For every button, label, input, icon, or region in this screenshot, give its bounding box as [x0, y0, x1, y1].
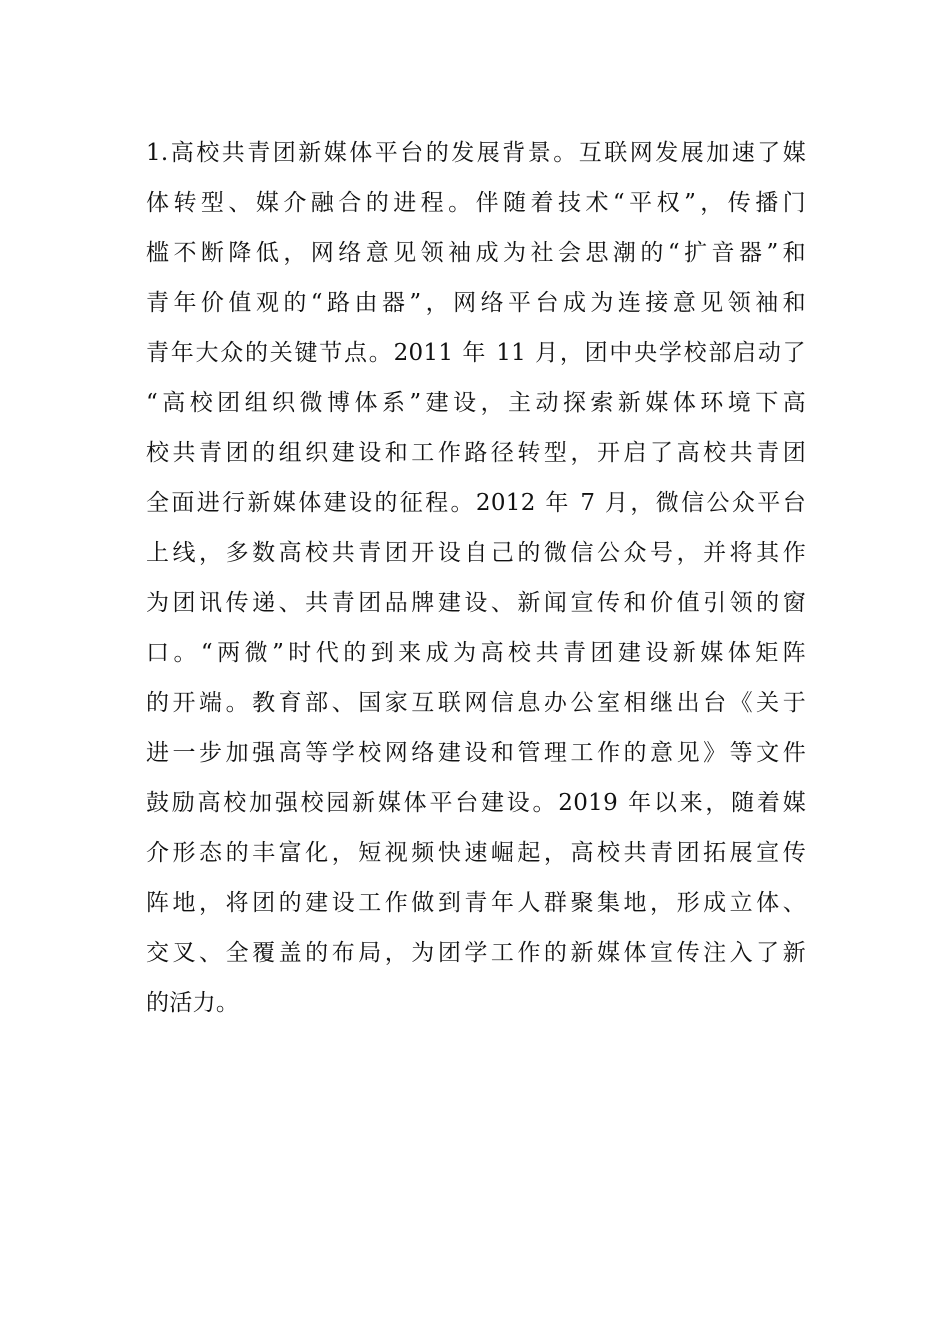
paragraph-line-9: 上线，多数高校共青团开设自己的微信公众号，并将其作 — [146, 540, 806, 566]
paragraph-line-2: 体转型、媒介融合的进程。伴随着技术“平权”，传播门 — [146, 190, 806, 216]
paragraph-line-14: 鼓励高校加强校园新媒体平台建设。2019 年以来，随着媒 — [146, 790, 806, 816]
paragraph-line-6: “高校团组织微博体系”建设，主动探索新媒体环境下高 — [146, 390, 806, 416]
paragraph-line-18: 的活力。 — [146, 990, 240, 1016]
paragraph-line-8: 全面进行新媒体建设的征程。2012 年 7 月，微信公众平台 — [146, 490, 806, 516]
paragraph-line-4: 青年价值观的“路由器”，网络平台成为连接意见领袖和 — [146, 290, 806, 316]
paragraph-line-13: 进一步加强高等学校网络建设和管理工作的意见》等文件 — [146, 740, 806, 766]
body-paragraph — [146, 128, 806, 1028]
paragraph-line-12: 的开端。教育部、国家互联网信息办公室相继出台《关于 — [146, 690, 806, 716]
paragraph-line-16: 阵地，将团的建设工作做到青年人群聚集地，形成立体、 — [146, 890, 806, 916]
paragraph-line-15: 介形态的丰富化，短视频快速崛起，高校共青团拓展宣传 — [146, 840, 806, 866]
paragraph-line-10: 为团讯传递、共青团品牌建设、新闻宣传和价值引领的窗 — [146, 590, 806, 616]
paragraph-line-17: 交叉、全覆盖的布局，为团学工作的新媒体宣传注入了新 — [146, 940, 806, 966]
paragraph-line-7: 校共青团的组织建设和工作路径转型，开启了高校共青团 — [146, 440, 806, 466]
paragraph-line-3: 槛不断降低，网络意见领袖成为社会思潮的“扩音器”和 — [146, 240, 806, 266]
paragraph-line-5: 青年大众的关键节点。2011 年 11 月，团中央学校部启动了 — [146, 340, 806, 366]
paragraph-line-1: 1.高校共青团新媒体平台的发展背景。互联网发展加速了媒 — [146, 140, 806, 166]
paragraph-line-11: 口。“两微”时代的到来成为高校共青团建设新媒体矩阵 — [146, 640, 806, 666]
